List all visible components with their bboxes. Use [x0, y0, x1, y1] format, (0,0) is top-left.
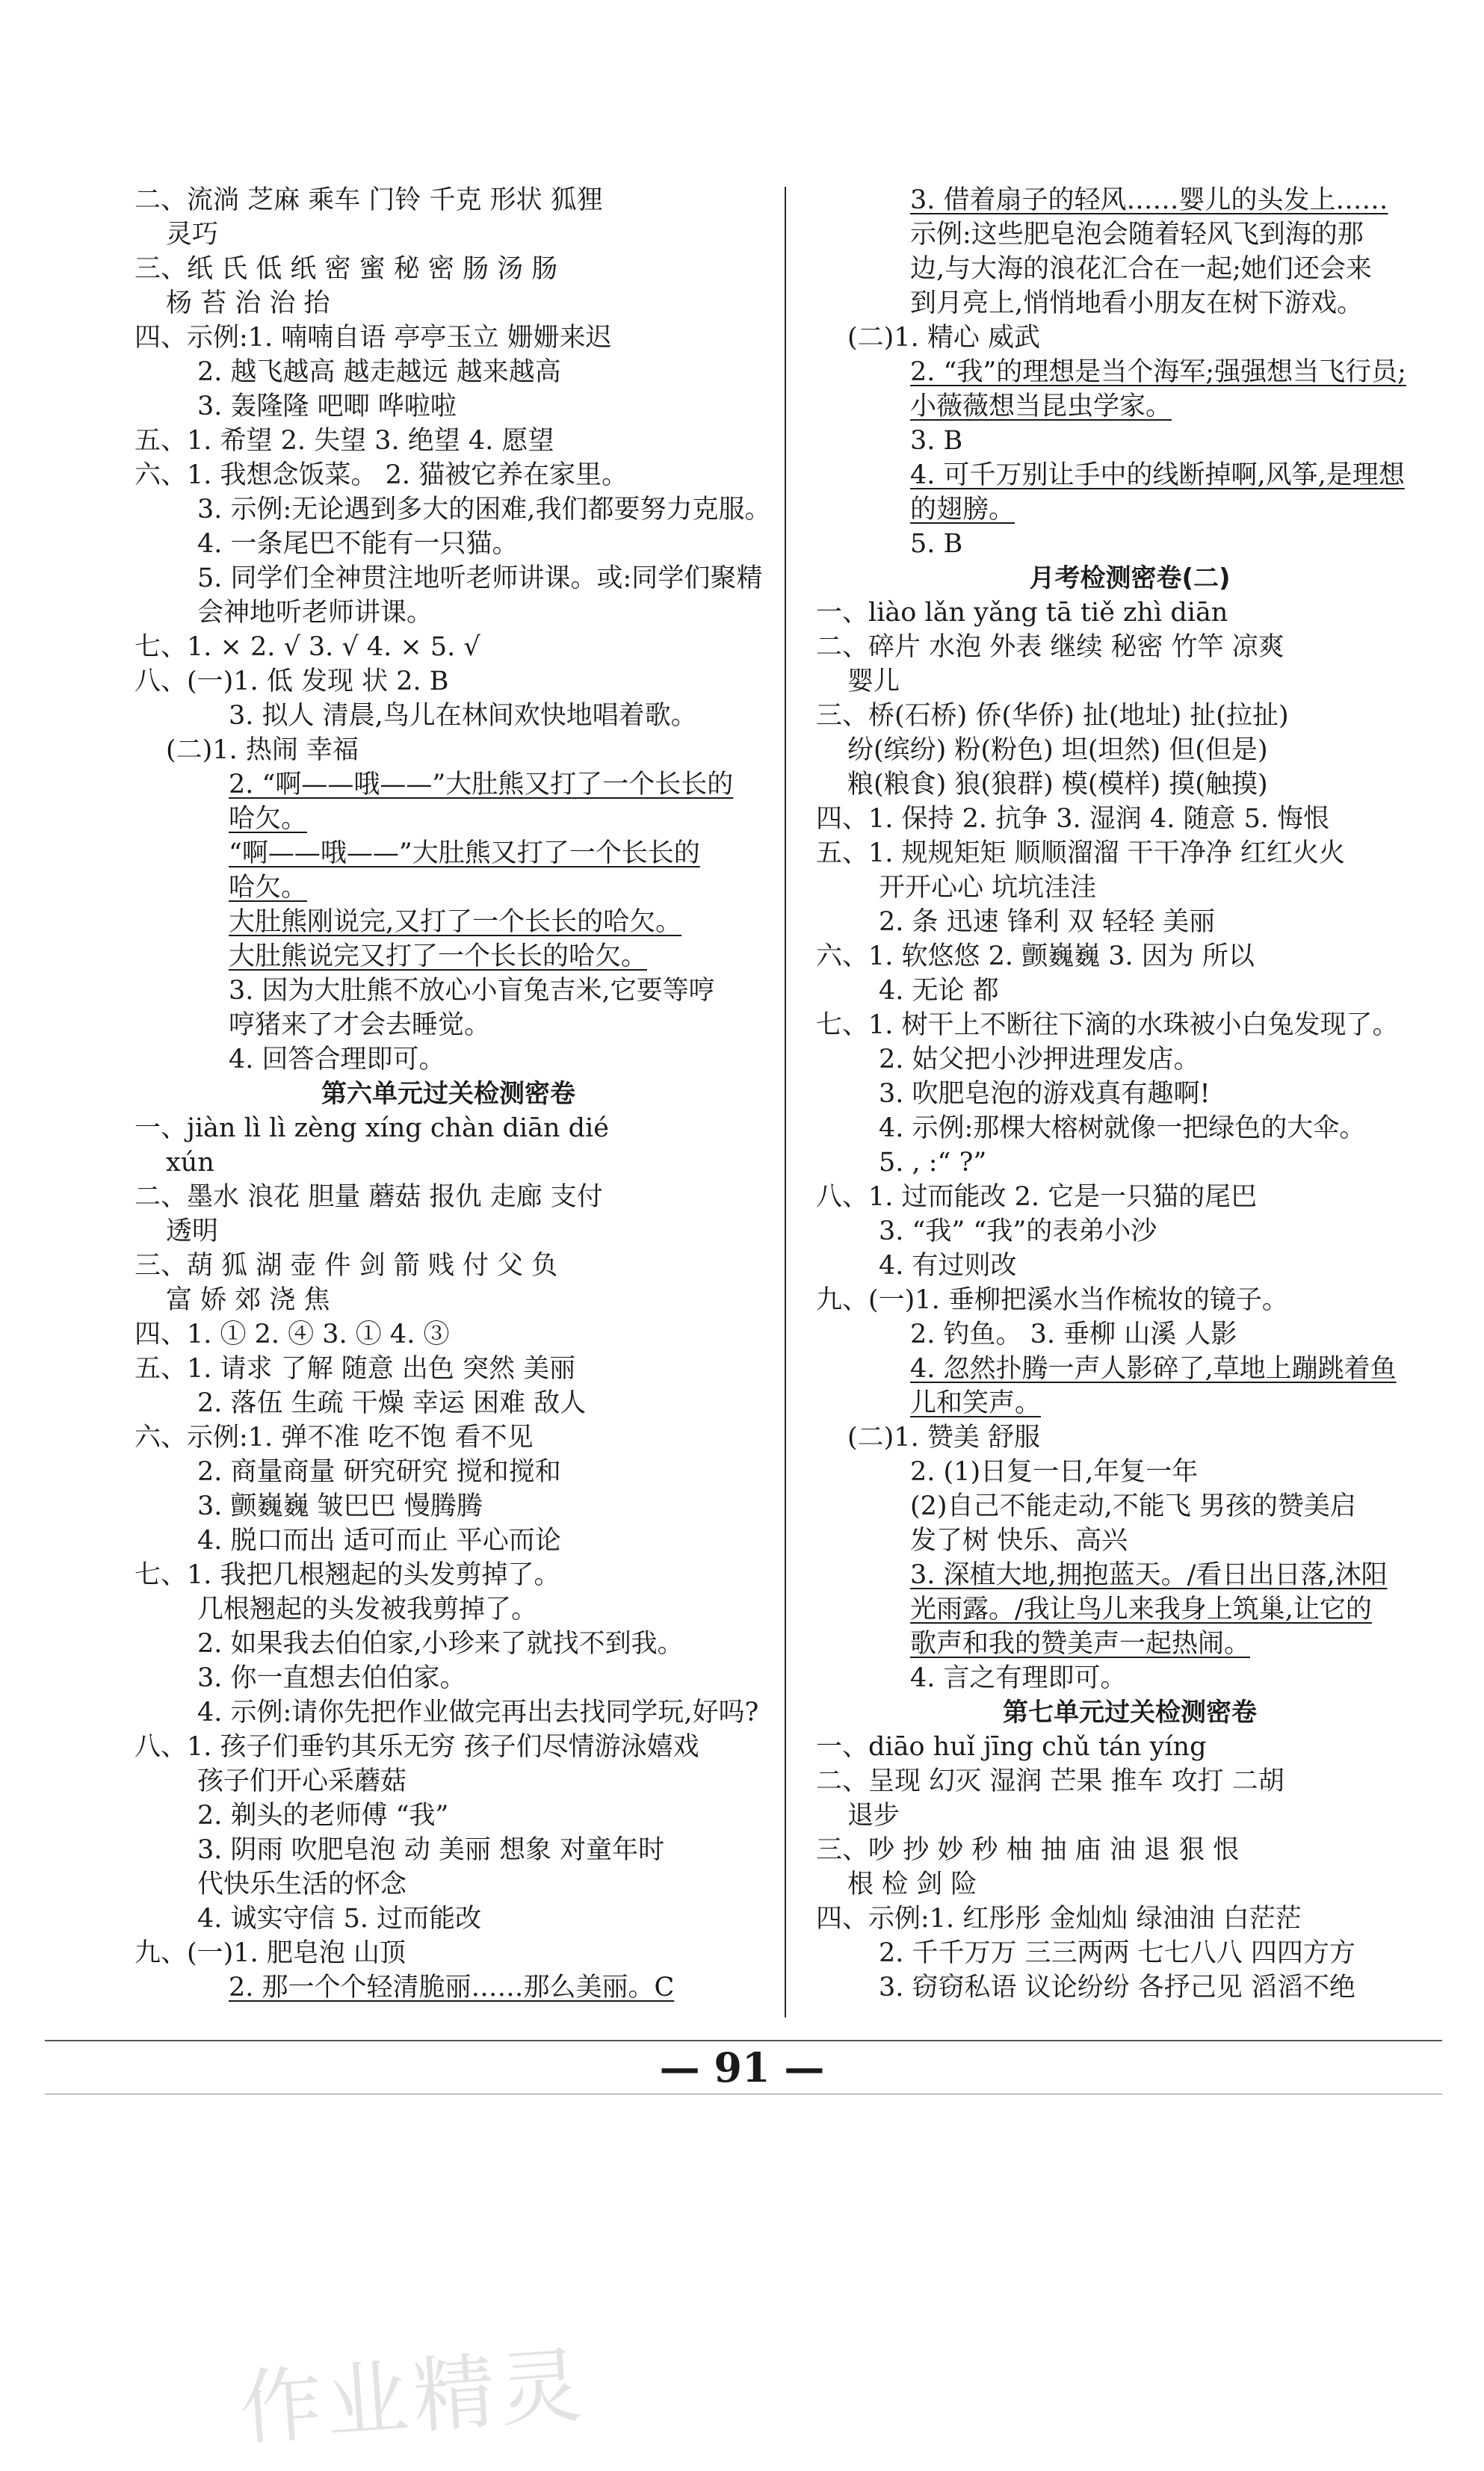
- page-number: — 91 —: [659, 2044, 825, 2091]
- answer-line: 歌声和我的赞美声一起热闹。: [910, 1629, 1251, 1659]
- answer-line: 四、1. 保持 2. 抗争 3. 湿润 4. 随意 5. 悔恨: [816, 804, 1330, 834]
- answer-line: 四、1. ① 2. ④ 3. ① 4. ③: [135, 1320, 450, 1349]
- answer-line: 发了树 快乐、高兴: [910, 1526, 1128, 1556]
- answer-line: 2. 越飞越高 越走越远 越来越高: [197, 357, 561, 387]
- answer-line: 纷(缤纷) 粉(粉色) 坦(坦然) 但(但是): [847, 735, 1268, 765]
- answer-line: 七、1. 我把几根翘起的头发剪掉了。: [135, 1560, 560, 1590]
- answer-line: 4. 无论 都: [879, 976, 999, 1006]
- answer-line: (2)自己不能走动,不能飞 男孩的赞美启: [910, 1491, 1356, 1521]
- answer-line: 3. 深植大地,拥抱蓝天。/看日出日落,沐阳: [910, 1560, 1388, 1590]
- answer-line: 5. 同学们全神贯注地听老师讲课。或:同学们聚精: [197, 563, 763, 593]
- answer-line: 六、1. 我想念饭菜。 2. 猫被它养在家里。: [135, 460, 628, 490]
- answer-line: 三、葫 狐 湖 壶 件 剑 箭 贱 付 父 负: [135, 1251, 558, 1281]
- answer-line: 八、1. 过而能改 2. 它是一只猫的尾巴: [816, 1182, 1258, 1212]
- answer-line: 3. 吹肥皂泡的游戏真有趣啊!: [879, 1079, 1211, 1109]
- answer-line: 2. 那一个个轻清脆丽……那么美丽。C: [229, 1973, 675, 2003]
- answer-line: 七、1. × 2. √ 3. √ 4. × 5. √: [135, 632, 480, 662]
- answer-line: (二)1. 赞美 舒服: [847, 1423, 1040, 1453]
- answer-line: 四、示例:1. 喃喃自语 亭亭玉立 姗姗来迟: [135, 323, 612, 353]
- right-column: [816, 183, 1444, 2005]
- answer-line: 3. 轰隆隆 吧唧 哗啦啦: [197, 392, 457, 421]
- answer-line: 三、桥(石桥) 侨(华侨) 扯(地址) 扯(拉扯): [816, 701, 1289, 731]
- answer-line: 2. 钓鱼。 3. 垂柳 山溪 人影: [910, 1320, 1237, 1349]
- answer-line: 代快乐生活的怀念: [197, 1870, 407, 1899]
- answer-line: “啊——哦——”大肚熊又打了一个长长的: [229, 838, 700, 868]
- answer-line: 4. 诚实守信 5. 过而能改: [197, 1904, 482, 1934]
- answer-line: 富 娇 郊 浇 焦: [166, 1285, 330, 1315]
- answer-line: 4. 一条尾巴不能有一只猫。: [197, 529, 519, 559]
- section-title: 第六单元过关检测密卷: [321, 1079, 575, 1109]
- answer-line: 3. B: [910, 426, 963, 456]
- answer-line: 灵巧: [166, 220, 219, 250]
- answer-line: 边,与大海的浪花汇合在一起;她们还会来: [910, 254, 1372, 284]
- answer-line: 儿和笑声。: [910, 1388, 1042, 1418]
- answer-line: 的翅膀。: [910, 495, 1015, 525]
- answer-line: 七、1. 树干上不断往下滴的水珠被小白兔发现了。: [816, 1010, 1399, 1040]
- answer-line: (二)1. 热闹 幸福: [166, 735, 359, 765]
- answer-line: (二)1. 精心 威武: [847, 323, 1040, 353]
- answer-line: 4. 示例:请你先把作业做完再出去找同学玩,好吗?: [197, 1698, 759, 1728]
- answer-line: 4. 有过则改: [879, 1251, 1017, 1281]
- answer-line: 2. “我”的理想是当个海军;强强想当飞行员;: [910, 357, 1406, 387]
- answer-line: 六、1. 软悠悠 2. 颤巍巍 3. 因为 所以: [816, 941, 1255, 971]
- answer-line: 孩子们开心采蘑菇: [197, 1766, 407, 1796]
- answer-line: 3. 因为大肚熊不放心小盲兔吉米,它要等哼: [229, 976, 715, 1006]
- answer-line: 哈欠。: [229, 873, 308, 903]
- answer-line: 杨 苔 治 治 抬: [166, 288, 330, 318]
- answer-line: 4. 示例:那棵大榕树就像一把绿色的大伞。: [879, 1113, 1366, 1143]
- answer-line: 示例:这些肥皂泡会随着轻风飞到海的那: [910, 220, 1364, 250]
- left-column: [135, 183, 771, 2005]
- answer-line: 哼猪来了才会去睡觉。: [229, 1010, 491, 1040]
- answer-line: 二、碎片 水泡 外表 继续 秘密 竹竿 凉爽: [816, 632, 1284, 662]
- section-title: 月考检测密卷(二): [1029, 563, 1231, 593]
- answer-line: 五、1. 规规矩矩 顺顺溜溜 干干净净 红红火火: [816, 838, 1345, 868]
- answer-line: 婴儿: [847, 667, 900, 696]
- answer-line: 3. 你一直想去伯伯家。: [197, 1663, 466, 1693]
- answer-line: 退步: [847, 1801, 900, 1831]
- answer-line: 3. 阴雨 吹肥皂泡 动 美丽 想象 对童年时: [197, 1835, 665, 1865]
- answer-line: 2. (1)日复一日,年复一年: [910, 1457, 1199, 1487]
- answer-line: 2. 落伍 生疏 干燥 幸运 困难 敌人: [197, 1388, 587, 1418]
- answer-line: 二、墨水 浪花 胆量 蘑菇 报仇 走廊 支付: [135, 1182, 603, 1212]
- answer-line: 2. 姑父把小沙押进理发店。: [879, 1045, 1200, 1074]
- answer-line: 大肚熊说完又打了一个长长的哈欠。: [229, 941, 648, 971]
- answer-line: 2. 剃头的老师傅 “我”: [197, 1801, 449, 1831]
- answer-line: 2. 千千万万 三三两两 七七八八 四四方方: [879, 1938, 1355, 1968]
- answer-line: 五、1. 请求 了解 随意 出色 突然 美丽: [135, 1354, 576, 1384]
- answer-line: 3. “我” “我”的表弟小沙: [879, 1216, 1157, 1246]
- answer-line: 光雨露。/我让鸟儿来我身上筑巢,让它的: [910, 1595, 1372, 1624]
- answer-line: 5. B: [910, 529, 963, 559]
- answer-line: 开开心心 坑坑洼洼: [879, 873, 1097, 903]
- answer-line: 会神地听老师讲课。: [197, 598, 433, 628]
- answer-line: 六、示例:1. 弹不准 吃不饱 看不见: [135, 1423, 534, 1453]
- answer-line: 八、1. 孩子们垂钓其乐无穷 孩子们尽情游泳嬉戏: [135, 1732, 699, 1762]
- answer-line: 二、流淌 芝麻 乘车 门铃 千克 形状 狐狸: [135, 185, 603, 215]
- answer-line: 五、1. 希望 2. 失望 3. 绝望 4. 愿望: [135, 426, 554, 456]
- answer-line: 九、(一)1. 肥皂泡 山顶: [135, 1938, 406, 1968]
- answer-line: 5. , :“ ?”: [879, 1148, 987, 1178]
- answer-line: 2. 如果我去伯伯家,小珍来了就找不到我。: [197, 1629, 684, 1659]
- answer-line: 4. 言之有理即可。: [910, 1663, 1127, 1693]
- answer-line: 到月亮上,悄悄地看小朋友在树下游戏。: [910, 288, 1364, 318]
- answer-line: 根 检 剑 险: [847, 1870, 977, 1899]
- answer-line: 3. 颤巍巍 皱巴巴 慢腾腾: [197, 1491, 483, 1521]
- answer-line: 3. 拟人 清晨,鸟儿在林间欢快地唱着歌。: [229, 701, 697, 731]
- watermark: 作业精灵: [236, 2337, 590, 2458]
- answer-line: 三、吵 抄 妙 秒 柚 抽 庙 油 退 狠 恨: [816, 1835, 1240, 1865]
- answer-line: 3. 窃窃私语 议论纷纷 各抒己见 滔滔不绝: [879, 1973, 1355, 2003]
- answer-line: 2. 商量商量 研究研究 搅和搅和: [197, 1457, 561, 1487]
- answer-line: 3. 示例:无论遇到多大的困难,我们都要努力克服。: [197, 495, 771, 525]
- answer-line: 一、jiàn lì lì zèng xíng chàn diān dié: [135, 1113, 609, 1143]
- answer-line: 2. 条 迅速 锋利 双 轻轻 美丽: [879, 907, 1216, 937]
- answer-line: 几根翘起的头发被我剪掉了。: [197, 1595, 538, 1624]
- answer-line: 3. 借着扇子的轻风……婴儿的头发上……: [910, 185, 1388, 215]
- answer-line: 2. “啊——哦——”大肚熊又打了一个长长的: [229, 770, 734, 800]
- answer-line: 九、(一)1. 垂柳把溪水当作梳妆的镜子。: [816, 1285, 1288, 1315]
- answer-line: 一、liào lǎn yǎng tā tiě zhì diān: [816, 598, 1228, 628]
- section-title: 第七单元过关检测密卷: [1003, 1698, 1257, 1728]
- answer-line: 4. 脱口而出 适可而止 平心而论: [197, 1526, 561, 1556]
- answer-line: 小薇薇想当昆虫学家。: [910, 392, 1172, 421]
- answer-line: 二、呈现 幻灭 湿润 芒果 推车 攻打 二胡: [816, 1766, 1284, 1796]
- answer-line: 粮(粮食) 狼(狼群) 模(模样) 摸(触摸): [847, 770, 1268, 800]
- answer-line: 大肚熊刚说完,又打了一个长长的哈欠。: [229, 907, 682, 937]
- answer-line: 八、(一)1. 低 发现 状 2. B: [135, 667, 449, 696]
- footer-rule: [45, 2040, 1442, 2041]
- answer-line: 透明: [166, 1216, 219, 1246]
- answer-line: 4. 回答合理即可。: [229, 1045, 445, 1074]
- answer-line: 四、示例:1. 红彤彤 金灿灿 绿油油 白茫茫: [816, 1904, 1302, 1934]
- answer-line: 一、diāo huǐ jīng chǔ tán yíng: [816, 1732, 1207, 1762]
- column-divider: [785, 187, 786, 2017]
- answer-line: 4. 可千万别让手中的线断掉啊,风筝,是理想: [910, 460, 1405, 490]
- answer-line: 4. 忽然扑腾一声人影碎了,草地上蹦跳着鱼: [910, 1354, 1397, 1384]
- answer-line: xún: [166, 1148, 214, 1178]
- answer-line: 三、纸 氏 低 纸 密 蜜 秘 密 肠 汤 肠: [135, 254, 558, 284]
- answer-line: 哈欠。: [229, 804, 308, 834]
